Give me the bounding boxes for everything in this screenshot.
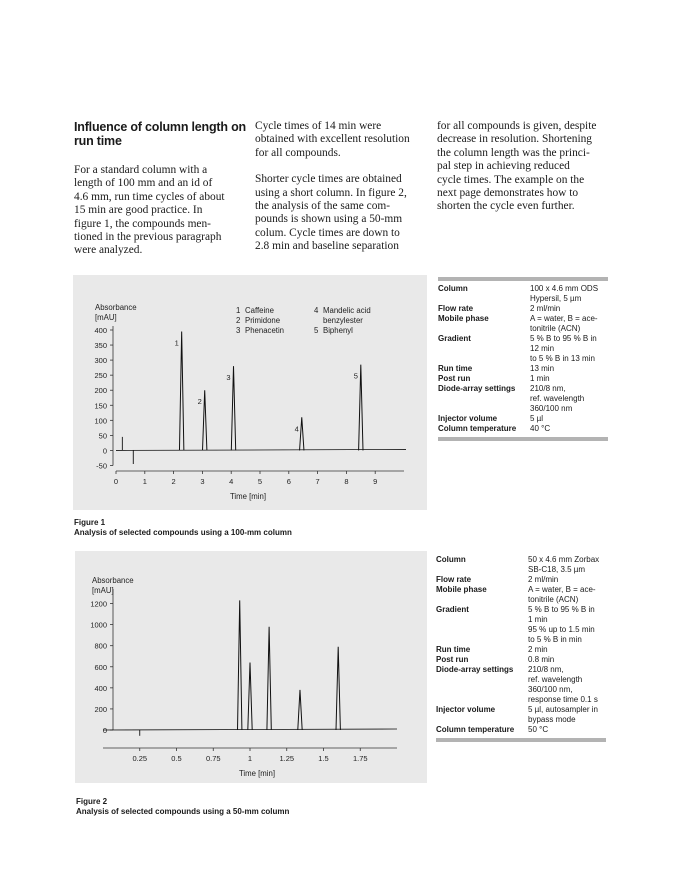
- x-axis-label: Time [min]: [229, 492, 267, 501]
- param-label: Flow rate: [438, 304, 474, 313]
- param-value-line: 2 ml/min: [528, 575, 559, 584]
- param-label: Run time: [438, 364, 473, 373]
- param-label: Column: [438, 284, 468, 293]
- param-row: [438, 314, 608, 334]
- chromatogram-peak: [359, 365, 363, 451]
- param-label: Mobile phase: [436, 585, 487, 594]
- legend-compound: Caffeine: [245, 306, 274, 315]
- param-value-line: bypass mode: [528, 715, 576, 724]
- param-row: [436, 705, 606, 725]
- article-column-1: [74, 120, 246, 271]
- param-row: [436, 725, 606, 735]
- param-row: [436, 575, 606, 585]
- x-tick-label: 0: [113, 477, 119, 486]
- chromatogram-baseline: [103, 729, 397, 730]
- y-tick-label: 200: [94, 386, 107, 396]
- param-value-line: 100 x 4.6 mm ODS: [530, 284, 599, 293]
- legend-compound: benzylester: [323, 316, 363, 325]
- x-tick-label: 1.5: [318, 754, 329, 763]
- chromatogram-peak: [336, 647, 340, 730]
- param-value-line: A = water, B = ace-: [530, 314, 598, 323]
- param-value-line: 2 ml/min: [530, 304, 561, 313]
- param-value-line: 13 min: [530, 364, 555, 373]
- param-row: [438, 364, 608, 374]
- y-tick-label: 250: [94, 371, 107, 381]
- param-value-line: 0.8 min: [528, 655, 555, 664]
- chromatogram-peak: [203, 390, 207, 450]
- peak-label: 3: [226, 373, 231, 383]
- param-label: Flow rate: [436, 575, 472, 584]
- y-axis-label: Absorbance: [92, 576, 134, 585]
- chromatogram-peak: [267, 627, 271, 730]
- param-value: [530, 374, 608, 384]
- param-label: Injector volume: [438, 414, 498, 423]
- param-value: [530, 284, 608, 304]
- param-row: [438, 424, 608, 434]
- figure-2-caption: [76, 797, 289, 817]
- x-tick-label: 1: [142, 477, 147, 486]
- figure-2-chart-panel: [75, 551, 427, 783]
- param-value-line: 360/100 nm: [530, 404, 573, 413]
- x-tick-label: 4: [229, 477, 234, 486]
- param-value-line: 1 min: [530, 374, 550, 383]
- table-bottom-rule: [438, 437, 608, 441]
- figure-1-caption: [74, 518, 292, 538]
- y-tick-label: 50: [98, 431, 107, 441]
- peak-label: 1: [174, 338, 179, 348]
- x-tick-label: 7: [315, 477, 320, 486]
- param-value-line: 5 µl: [530, 414, 544, 423]
- x-tick-label: 5: [257, 477, 263, 486]
- x-tick-label: 9: [373, 477, 378, 486]
- x-tick-label: 2: [171, 477, 176, 486]
- x-tick-label: 1.25: [279, 754, 295, 763]
- param-value: [530, 304, 608, 314]
- x-axis-label: Time [min]: [238, 769, 276, 778]
- chromatogram-peak: [248, 663, 252, 730]
- param-value-line: 5 % B to 95 % B in: [528, 605, 595, 614]
- figure-1-caption-title: Figure 1: [74, 518, 106, 527]
- param-label: Post run: [438, 374, 471, 383]
- param-value: [528, 665, 606, 705]
- param-value: [528, 605, 606, 645]
- legend-number: 4: [314, 306, 319, 315]
- chromatogram-peak: [298, 690, 302, 730]
- param-row: [436, 585, 606, 605]
- legend-compound: Phenacetin: [245, 326, 285, 335]
- y-tick-label: 400: [94, 683, 107, 693]
- peak-label: 2: [197, 397, 202, 407]
- chromatogram-peak: [179, 332, 183, 451]
- param-value: [528, 575, 606, 585]
- y-tick-label: 200: [94, 704, 107, 714]
- y-tick-label: 400: [94, 326, 107, 335]
- y-tick-label: -50: [96, 461, 107, 471]
- y-tick-label: 1000: [90, 620, 107, 630]
- param-label: Column temperature: [436, 725, 515, 734]
- y-tick-label: 1200: [90, 599, 107, 609]
- param-value: [530, 364, 608, 374]
- param-row: [436, 605, 606, 645]
- param-value-line: A = water, B = ace-: [528, 585, 596, 594]
- x-tick-label: 1: [247, 754, 253, 763]
- parameter-rows: [438, 284, 608, 434]
- param-value-line: 210/8 nm,: [530, 384, 566, 393]
- table-bottom-rule: [436, 738, 606, 742]
- param-row: [438, 374, 608, 384]
- y-tick-label: 0: [102, 446, 107, 456]
- param-value-line: to 5 % B in 13 min: [530, 354, 595, 363]
- col1-paragraph: For a standard column with a length of 100 mm and an id of 4.6 mm, run time cycles of about 15 min are good practice. In figure 1, the compounds men- tioned in the previous paragraph were analyzed.: [74, 164, 225, 257]
- param-value: [528, 555, 606, 575]
- param-value-line: 360/100 nm,: [528, 685, 573, 694]
- chromatogram-peak: [238, 600, 242, 730]
- article-column-2: [255, 120, 427, 267]
- param-label: Gradient: [436, 605, 469, 614]
- param-value: [530, 424, 608, 434]
- x-tick-label: 6: [286, 477, 291, 486]
- param-value: [528, 705, 606, 725]
- x-tick-label: 1.75: [352, 754, 368, 763]
- param-row: [436, 665, 606, 705]
- param-value-line: 1 min: [528, 615, 548, 624]
- section-heading: Influence of column length on run time: [74, 120, 246, 148]
- table-top-rule: [438, 277, 608, 281]
- x-tick-label: 0.5: [171, 754, 182, 763]
- col2-paragraph-1: Cycle times of 14 min were obtained with excellent resolution for all compounds.: [255, 120, 410, 159]
- param-label: Diode-array settings: [438, 384, 516, 393]
- param-value-line: tonitrile (ACN): [528, 595, 579, 604]
- param-value-line: 50 x 4.6 mm Zorbax: [528, 555, 600, 564]
- x-tick-label: 0.25: [132, 754, 148, 763]
- param-value: [530, 314, 608, 334]
- figure-1-parameter-table: [438, 277, 608, 441]
- param-value: [528, 725, 606, 735]
- x-tick-label: 0.75: [205, 754, 221, 763]
- x-tick-label: 3: [200, 477, 205, 486]
- x-tick-label: 8: [344, 477, 349, 486]
- param-value-line: response time 0.1 s: [528, 695, 598, 704]
- param-value-line: SB-C18, 3.5 µm: [528, 565, 586, 574]
- param-value-line: 12 min: [530, 344, 555, 353]
- param-row: [436, 555, 606, 575]
- param-value-line: Hypersil, 5 µm: [530, 294, 582, 303]
- y-axis-label: [mAU]: [95, 313, 117, 322]
- parameter-rows: [436, 555, 606, 735]
- legend-compound: Biphenyl: [323, 326, 353, 335]
- col3-paragraph: for all compounds is given, despite decrease in resolution. Shortening the column length was the princi- pal step in achieving reduced cycle times. The example on the next page demonstrates how to shorten the cycle even further.: [437, 120, 597, 213]
- param-value: [530, 384, 608, 414]
- legend-compound: Mandelic acid: [323, 306, 371, 315]
- y-axis-label: Absorbance: [95, 303, 137, 312]
- legend-number: 1: [236, 306, 241, 315]
- figure-2-caption-text: Analysis of selected compounds using a 50-mm column: [76, 807, 290, 816]
- param-label: Column temperature: [438, 424, 517, 433]
- y-tick-label: 0: [102, 726, 107, 735]
- param-row: [438, 384, 608, 414]
- param-label: Run time: [436, 645, 471, 654]
- figure-2-parameter-table: [436, 555, 606, 742]
- param-row: [436, 655, 606, 665]
- legend-number: 5: [314, 326, 319, 335]
- y-axis-label: [mAU]: [92, 586, 114, 595]
- param-row: [438, 304, 608, 314]
- param-value: [528, 655, 606, 665]
- legend-compound: Primidone: [245, 316, 281, 325]
- param-value-line: ref. wavelength: [528, 675, 583, 684]
- param-value-line: tonitrile (ACN): [530, 324, 581, 333]
- param-label: Diode-array settings: [436, 665, 514, 674]
- chromatogram-peak: [300, 417, 304, 450]
- param-value-line: ref. wavelength: [530, 394, 585, 403]
- param-row: [438, 284, 608, 304]
- param-label: Gradient: [438, 334, 471, 343]
- figure-1-caption-text: Analysis of selected compounds using a 100-mm column: [74, 528, 292, 537]
- y-tick-label: 300: [94, 356, 107, 366]
- param-value-line: 50 °C: [528, 725, 549, 734]
- param-value: [528, 585, 606, 605]
- figure-2-chromatogram: [75, 551, 427, 783]
- param-value-line: 95 % up to 1.5 min: [528, 625, 595, 634]
- param-value-line: 210/8 nm,: [528, 665, 564, 674]
- chromatogram-peak: [231, 366, 235, 450]
- article-column-3: [437, 120, 609, 227]
- param-value: [530, 334, 608, 364]
- col2-paragraph-2: Shorter cycle times are obtained using a short column. In figure 2, the analysis of the same com- pounds is shown using a 50-mm colum. Cycle times are down to 2.8 min and baseline separation: [255, 173, 407, 253]
- legend-number: 3: [236, 326, 241, 335]
- param-value: [530, 414, 608, 424]
- param-row: [438, 414, 608, 424]
- y-tick-label: 100: [94, 416, 107, 426]
- param-label: Mobile phase: [438, 314, 489, 323]
- param-label: Column: [436, 555, 466, 564]
- param-value-line: 5 µl, autosampler in: [528, 705, 598, 714]
- param-value-line: to 5 % B in min: [528, 635, 582, 644]
- figure-2-caption-title: Figure 2: [76, 797, 108, 806]
- y-tick-label: 800: [94, 641, 107, 651]
- figure-1-chart-panel: [73, 275, 427, 510]
- peak-label: 4: [294, 424, 299, 434]
- y-tick-label: 600: [94, 662, 107, 672]
- param-value: [528, 645, 606, 655]
- figure-1-chromatogram: [73, 275, 427, 510]
- peak-label: 5: [353, 371, 358, 381]
- param-label: Injector volume: [436, 705, 496, 714]
- param-row: [436, 645, 606, 655]
- param-label: Post run: [436, 655, 469, 664]
- param-value-line: 2 min: [528, 645, 548, 654]
- param-value-line: 40 °C: [530, 424, 551, 433]
- legend-number: 2: [236, 316, 241, 325]
- y-tick-label: 150: [94, 401, 107, 411]
- y-tick-label: 350: [94, 341, 107, 351]
- param-row: [438, 334, 608, 364]
- param-value-line: 5 % B to 95 % B in: [530, 334, 597, 343]
